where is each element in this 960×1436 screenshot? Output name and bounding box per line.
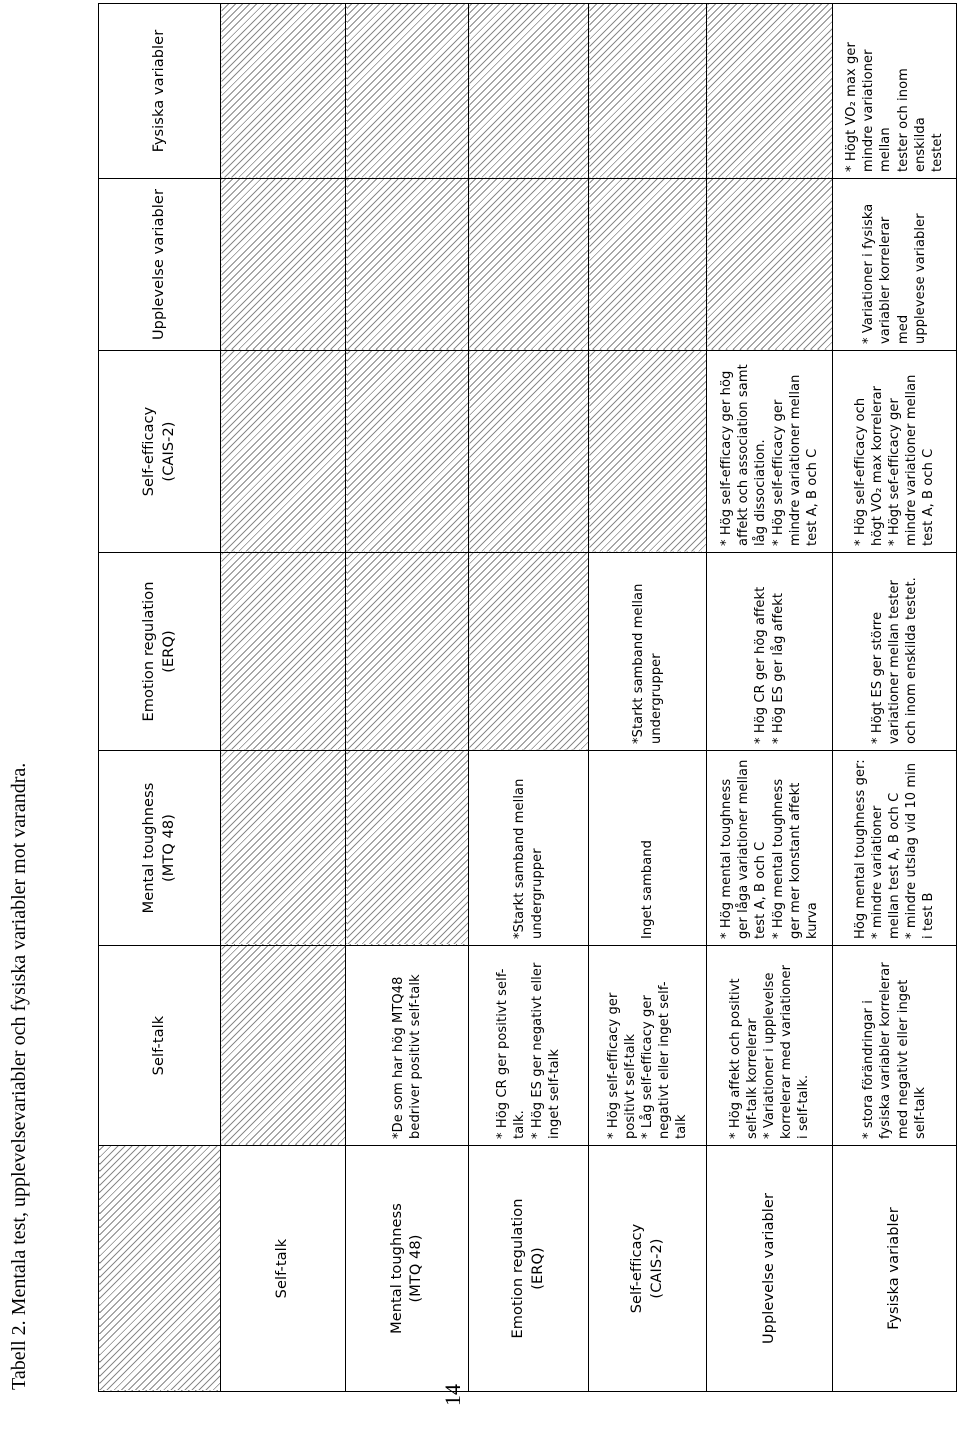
cell-er-vs-self-talk: * Hög CR ger positivt self- talk. * Hög ES ger negativt eller inget self-talk <box>469 946 589 1146</box>
cell-se-vs-self-talk: * Hög self-efficacy ger positivt self-talk * Låg self-efficacy ger negativt eller inget self- talk <box>589 946 707 1146</box>
cell-fys-vs-emotion-regulation: * Högt ES ger större variationer mellan tester och inom enskilda testet. <box>833 553 957 751</box>
hatched-cell <box>469 179 589 351</box>
cell-fys-vs-fysiska: * Högt VO₂ max ger mindre variationer mellan tester och inom enskilda testet <box>833 4 957 179</box>
column-header-mental-toughness: Mental toughness (MTQ 48) <box>99 751 221 946</box>
hatched-cell <box>469 4 589 179</box>
table-row-self-talk <box>221 4 346 1392</box>
row-header-fysiska: Fysiska variabler <box>833 1146 957 1392</box>
cell-fys-vs-self-talk: * stora förändringar i fysiska variabler korrelerar med negativt eller inget self-talk <box>833 946 957 1146</box>
cell-er-vs-mental-toughness: *Starkt samband mellan undergrupper <box>469 751 589 946</box>
hatched-cell <box>707 4 833 179</box>
corner-cell <box>99 1146 221 1392</box>
row-header-emotion-regulation: Emotion regulation (ERQ) <box>469 1146 589 1392</box>
hatched-cell <box>221 751 346 946</box>
hatched-cell <box>221 179 346 351</box>
hatched-cell <box>221 946 346 1146</box>
row-header-upplevelse: Upplevelse variabler <box>707 1146 833 1392</box>
hatched-cell <box>221 4 346 179</box>
hatched-cell <box>589 179 707 351</box>
rotated-table-container <box>98 4 956 1392</box>
hatched-cell <box>469 553 589 751</box>
hatched-cell <box>589 4 707 179</box>
cell-mt-vs-self-talk: *De som har hög MTQ48 bedriver positivt self-talk <box>346 946 469 1146</box>
table-row-self-efficacy <box>589 4 707 1392</box>
hatched-cell <box>346 553 469 751</box>
table-row-mental-toughness <box>346 4 469 1392</box>
hatched-cell <box>589 351 707 553</box>
cell-fys-vs-mental-toughness: Hög mental toughness ger: * mindre variationer mellan test A, B och C * mindre utslag vid 10 min i test B <box>833 751 957 946</box>
hatched-cell <box>221 351 346 553</box>
table-row-upplevelse <box>707 4 833 1392</box>
hatched-cell <box>346 179 469 351</box>
hatched-cell <box>346 351 469 553</box>
column-header-self-talk: Self-talk <box>99 946 221 1146</box>
table-caption: Tabell 2. Mentala test, upplevelsevariabler och fysiska variabler mot varandra. <box>8 762 30 1390</box>
cell-se-vs-emotion-regulation: *Starkt samband mellan undergrupper <box>589 553 707 751</box>
row-header-self-talk: Self-talk <box>221 1146 346 1392</box>
column-header-emotion-regulation: Emotion regulation (ERQ) <box>99 553 221 751</box>
hatched-cell <box>221 553 346 751</box>
page-number: 14 <box>440 1384 465 1406</box>
column-header-self-efficacy: Self-efficacy (CAIS-2) <box>99 351 221 553</box>
table-row-fysiska <box>833 4 957 1392</box>
row-header-self-efficacy: Self-efficacy (CAIS-2) <box>589 1146 707 1392</box>
cell-upp-vs-mental-toughness: * Hög mental toughness ger låga variationer mellan test A, B och C * Hög mental toughness ger mer konstant affekt kurva <box>707 751 833 946</box>
header-row <box>99 4 221 1392</box>
hatched-cell <box>346 751 469 946</box>
table-row-emotion-regulation <box>469 4 589 1392</box>
cell-upp-vs-self-efficacy: * Hög self-efficacy ger hög affekt och association samt låg dissociation. * Hög self-efficacy ger mindre variationer mellan test A, B och C <box>707 351 833 553</box>
cell-se-vs-mental-toughness: Inget samband <box>589 751 707 946</box>
cell-upp-vs-emotion-regulation: * Hög CR ger hög affekt * Hög ES ger låg affekt <box>707 553 833 751</box>
cell-upp-vs-self-talk: * Hög affekt och positivt self-talk korrelerar * Variationer i upplevelse korrelerar med variationer i self-talk. <box>707 946 833 1146</box>
cell-fys-vs-upplevelse: * Variationer i fysiska variabler korrelerar med upplevese variabler <box>833 179 957 351</box>
hatched-cell <box>707 179 833 351</box>
row-header-mental-toughness: Mental toughness (MTQ 48) <box>346 1146 469 1392</box>
cell-fys-vs-self-efficacy: * Hög self-efficacy och högt VO₂ max korrelerar * Högt sef-efficacy ger mindre variationer mellan test A, B och C <box>833 351 957 553</box>
comparison-table <box>98 3 957 1392</box>
column-header-fysiska: Fysiska variabler <box>99 4 221 179</box>
column-header-upplevelse: Upplevelse variabler <box>99 179 221 351</box>
hatched-cell <box>346 4 469 179</box>
hatched-cell <box>469 351 589 553</box>
